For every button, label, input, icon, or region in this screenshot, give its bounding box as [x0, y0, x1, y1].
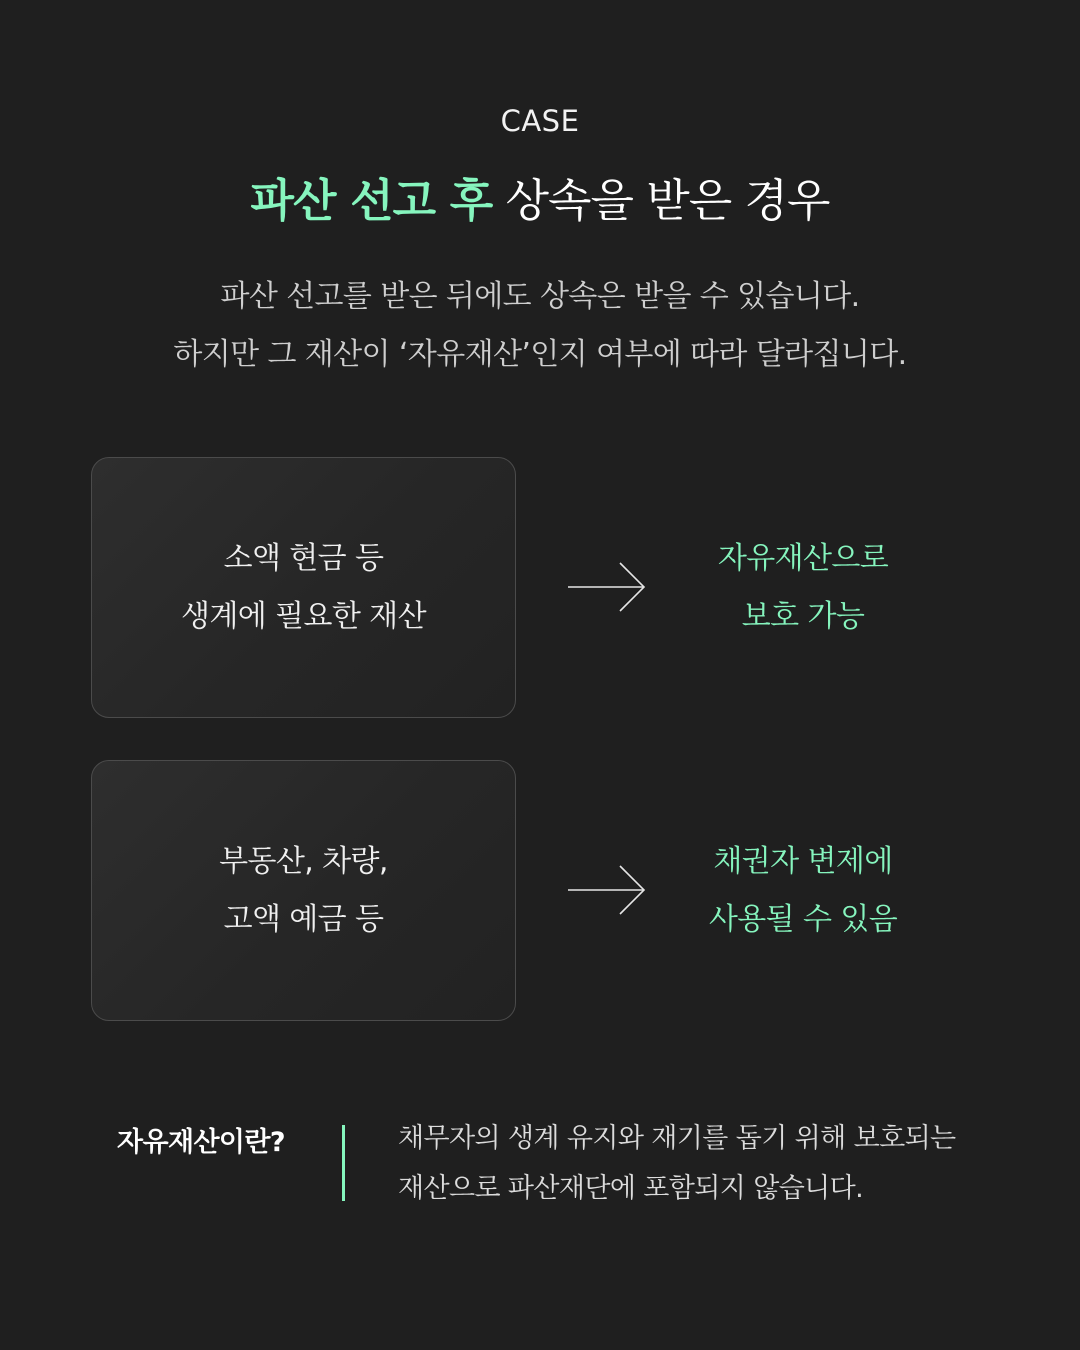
card-line-2: 생계에 필요한 재산 — [181, 598, 426, 634]
result-text — [683, 760, 923, 1021]
intro-line-2: 하지만 그 재산이 ‘자유재산’인지 여부에 따라 달라집니다. — [173, 337, 907, 372]
result-line-2: 보호 가능 — [741, 598, 865, 634]
result-line-1: 채권자 변제에 — [713, 843, 893, 879]
card-line-1: 소액 현금 등 — [223, 540, 384, 576]
page-title — [0, 164, 1080, 229]
title-accent: 파산 선고 후 — [250, 174, 493, 227]
definition-text — [398, 1114, 956, 1214]
definition-line-1: 채무자의 생계 유지와 재기를 돕기 위해 보호되는 — [398, 1123, 956, 1154]
definition-divider — [342, 1125, 345, 1201]
definition-block — [0, 1110, 1080, 1220]
result-line-2: 사용될 수 있음 — [708, 901, 898, 937]
definition-line-2: 재산으로 파산재단에 포함되지 않습니다. — [398, 1173, 864, 1204]
asset-card — [91, 760, 516, 1021]
card-line-2: 고액 예금 등 — [223, 901, 384, 937]
result-text — [683, 457, 923, 718]
asset-card — [91, 457, 516, 718]
definition-term: 자유재산이란? — [117, 1127, 285, 1158]
title-rest: 상속을 받은 경우 — [492, 174, 830, 227]
result-line-1: 자유재산으로 — [717, 540, 889, 576]
case-row-1 — [91, 457, 991, 718]
arrow-right-icon — [566, 561, 646, 613]
eyebrow-label: CASE — [500, 104, 580, 138]
intro-text — [0, 268, 1080, 384]
arrow-right-icon — [566, 864, 646, 916]
intro-line-1: 파산 선고를 받은 뒤에도 상속은 받을 수 있습니다. — [220, 279, 860, 314]
case-row-2 — [91, 760, 991, 1021]
card-line-1: 부동산, 차량, — [219, 843, 388, 879]
